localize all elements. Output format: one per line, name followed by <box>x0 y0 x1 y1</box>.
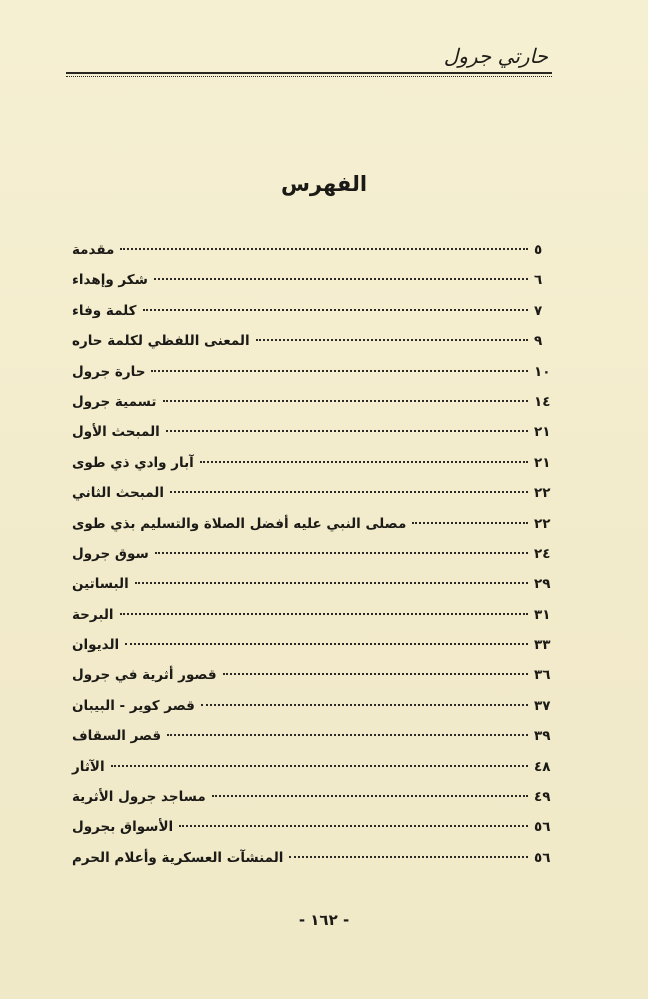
toc-entry <box>66 546 556 576</box>
toc-entry-label: قصر كوير - البيبان <box>72 697 195 714</box>
toc-leader-dots <box>289 856 528 858</box>
toc-entry-page: ٢٤ <box>534 545 551 562</box>
toc-entry-label: آبار وادي ذي طوى <box>72 454 194 471</box>
toc-leader-dots <box>256 339 528 341</box>
toc-entry-page: ٣٩ <box>534 728 551 745</box>
toc-leader-dots <box>155 552 528 554</box>
toc-leader-dots <box>166 430 528 432</box>
toc-entry <box>66 485 556 515</box>
toc-entry <box>66 272 556 302</box>
toc-entry <box>66 455 556 485</box>
toc-leader-dots <box>143 309 528 311</box>
page-number: - ١٦٢ - <box>298 911 350 929</box>
toc-leader-dots <box>412 522 528 524</box>
toc-entry-page: ٣٣ <box>534 637 551 654</box>
toc-entry <box>66 333 556 363</box>
toc-entry <box>66 637 556 667</box>
toc-entry <box>66 303 556 333</box>
toc-leader-dots <box>163 400 529 402</box>
toc-entry <box>66 364 556 394</box>
toc-entry-page: ٣١ <box>534 606 551 623</box>
toc-entry-label: الديوان <box>72 637 120 654</box>
toc-entry <box>66 819 556 849</box>
toc-entry-page: ٥٦ <box>534 819 551 836</box>
toc-entry-label: المعنى اللفظي لكلمة حاره <box>72 333 250 350</box>
toc-entry-label: الأسواق بجرول <box>72 819 174 836</box>
header-rule <box>66 72 552 74</box>
toc-entry-page: ٥ <box>534 242 543 258</box>
toc-entry-label: شكر وإهداء <box>72 272 148 289</box>
toc-leader-dots <box>135 582 528 584</box>
running-title: حارتي جرول <box>443 44 548 68</box>
toc-leader-dots <box>151 370 528 372</box>
toc-entry-page: ٧ <box>534 302 543 319</box>
toc-entry-label: قصر السقاف <box>72 728 162 745</box>
toc-entry <box>66 759 556 789</box>
toc-entry-page: ٢٢ <box>534 485 551 502</box>
toc-entry <box>66 850 556 880</box>
toc-entry <box>66 394 556 424</box>
toc-leader-dots <box>170 491 528 493</box>
toc-entry <box>66 789 556 819</box>
toc-entry-label: سوق جرول <box>72 545 149 562</box>
toc-entry-label: المنشآت العسكرية وأعلام الحرم <box>72 849 284 866</box>
header-rule-dotted <box>66 76 552 77</box>
toc-entry-page: ٤٨ <box>534 758 551 775</box>
toc-leader-dots <box>223 673 528 675</box>
toc-entry-page: ٩ <box>534 333 543 350</box>
toc-entry-page: ١٤ <box>534 393 551 410</box>
toc-entry-label: الآثار <box>72 758 105 775</box>
toc-entry <box>66 424 556 454</box>
toc-entry <box>66 667 556 697</box>
toc-entry-label: المبحث الأول <box>72 424 160 441</box>
toc-entry <box>66 576 556 606</box>
toc-entry-label: مساجد جرول الأثرية <box>72 789 206 806</box>
toc-entry-page: ٣٦ <box>534 667 551 684</box>
toc-leader-dots <box>201 704 528 706</box>
toc-entry <box>66 698 556 728</box>
toc-entry-label: البرحة <box>72 606 114 623</box>
toc-leader-dots <box>167 734 528 736</box>
toc-leader-dots <box>179 825 528 827</box>
toc-leader-dots <box>120 613 528 615</box>
toc-entry-page: ٢٩ <box>534 576 551 593</box>
toc-entry-page: ٢١ <box>534 454 551 471</box>
toc-entry <box>66 607 556 637</box>
toc-entry <box>66 516 556 546</box>
toc-entry-label: المبحث الثاني <box>72 485 164 502</box>
toc-leader-dots <box>154 278 528 280</box>
toc-entry-page: ٢١ <box>534 424 551 441</box>
toc-list <box>66 242 556 880</box>
toc-entry-label: مصلى النبي عليه أفضل الصلاة والتسليم بذي طوى <box>72 515 407 532</box>
toc-entry-label: تسمية جرول <box>72 393 157 410</box>
toc-entry-label: كلمة وفاء <box>72 302 137 319</box>
toc-entry-page: ٣٧ <box>534 697 551 714</box>
toc-leader-dots <box>120 248 528 250</box>
toc-leader-dots <box>111 765 528 767</box>
toc-title: الفهرس <box>280 172 368 196</box>
toc-leader-dots <box>212 795 528 797</box>
toc-entry-page: ٥٦ <box>534 849 551 866</box>
toc-entry-label: مقدمة <box>72 242 115 258</box>
toc-entry-page: ٢٢ <box>534 515 551 532</box>
toc-entry <box>66 242 556 272</box>
toc-entry-page: ٦ <box>534 272 543 289</box>
toc-entry <box>66 728 556 758</box>
toc-leader-dots <box>200 461 528 463</box>
toc-entry-page: ١٠ <box>534 363 551 380</box>
toc-entry-label: قصور أثرية في جرول <box>72 667 217 684</box>
toc-entry-label: البساتين <box>72 576 129 593</box>
toc-entry-label: حارة جرول <box>72 363 146 380</box>
toc-leader-dots <box>125 643 528 645</box>
toc-entry-page: ٤٩ <box>534 789 551 806</box>
